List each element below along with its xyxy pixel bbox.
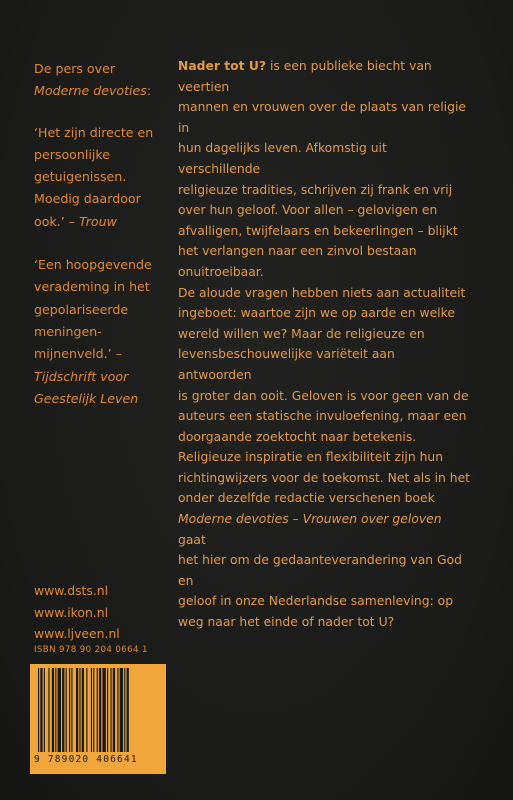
publisher-links [34, 580, 120, 645]
barcode-bar [76, 668, 78, 752]
barcode-bar [71, 668, 72, 752]
barcode-bar [117, 668, 118, 752]
barcode-bar [66, 668, 67, 752]
referenced-book-title: Moderne devoties – Vrouwen over geloven [178, 512, 442, 527]
barcode [30, 664, 166, 774]
barcode-bar [93, 668, 94, 752]
barcode-bar [52, 668, 54, 752]
barcode-bar [124, 668, 125, 752]
barcode-bar [62, 668, 64, 752]
barcode-bar [120, 668, 123, 752]
quote-source: Trouw [79, 213, 117, 229]
barcode-bar [110, 668, 111, 752]
quote-source: Geestelijk Leven [34, 390, 139, 406]
barcode-bar [38, 668, 39, 752]
barcode-bar [91, 668, 92, 752]
barcode-bar [48, 668, 49, 752]
link-ljveen: www.ljveen.nl [34, 626, 120, 641]
barcode-digits: 9 789020 406641 [34, 754, 138, 765]
barcode-bar [107, 668, 108, 752]
press-quote-trouw: ‘Het zijn directe en persoonlijke getuigenissen. Moedig daardoor ook.’ – Trouw [34, 124, 154, 229]
link-dsts: www.dsts.nl [34, 583, 109, 598]
quote-source: Tijdschrift voor [34, 368, 129, 384]
barcode-bar [113, 668, 115, 752]
barcode-bars [30, 664, 166, 756]
press-heading: De pers over [34, 61, 116, 76]
blurb-text: Nader tot U? is een publieke biecht van veertien mannen en vrouwen over de plaats van religie in hun dagelijks leven. Afkomstig uit verschillende religieuze tradities, schrijven zij frank en vrij over hun geloof. Voor allen – gelovigen en afvalligen, twijfelaars en bekeerlingen – blijkt het verlangen naar een zinvol bestaan onuitroeibaar. De aloude vragen hebben niets aan actualiteit ingeboet: waartoe zijn we op aarde en welke wereld willen we? Maar de religieuze en levensbeschouwelijke variëteit aan antwoorden is groter dan ooit. Geloven is voor geen van de auteurs een statische invuloefening, maar een doorgaande zoektocht naar betekenis. Religieuze inspiratie en flexibiliteit zijn hun richtingwijzers voor de toekomst. Net als in het onder dezelfde redactie verschenen boek Moderne devoties – Vrouwen over geloven gaat het hier om de gedaanteverandering van God en geloof in onze Nederlandse samenleving: op weg naar het einde of nader tot U? [178, 59, 471, 630]
barcode-bar [69, 668, 70, 752]
barcode-bar [102, 668, 105, 752]
press-quotes: De pers over Moderne devoties: ‘Het zijn directe en persoonlijke getuigenissen. Moedig daardoor ook.’ – Trouw ‘Een hoopgevende verademing in het gepolariseerde meningen- mijnenveld.’ – Tijdschrift voor Geestelijk Leven [34, 58, 162, 410]
barcode-bar [82, 668, 84, 752]
barcode-bar [79, 668, 80, 752]
press-quote-tijdschrift: ‘Een hoopgevende verademing in het gepolariseerde meningen- mijnenveld.’ – Tijdschrift voor Geestelijk Leven [34, 257, 152, 406]
barcode-bar [86, 668, 87, 752]
barcode-bar [127, 668, 129, 752]
barcode-bar [55, 668, 56, 752]
barcode-bar [40, 668, 42, 752]
link-ikon: www.ikon.nl [34, 604, 109, 620]
press-heading-title: Moderne devoties [34, 83, 147, 99]
barcode-bar [44, 668, 45, 752]
barcode-bar [99, 668, 101, 752]
isbn-number: ISBN 978 90 204 0664 1 [34, 645, 148, 655]
book-title: Nader tot U? [178, 59, 267, 73]
barcode-bar [97, 668, 98, 752]
barcode-bar [58, 668, 61, 752]
